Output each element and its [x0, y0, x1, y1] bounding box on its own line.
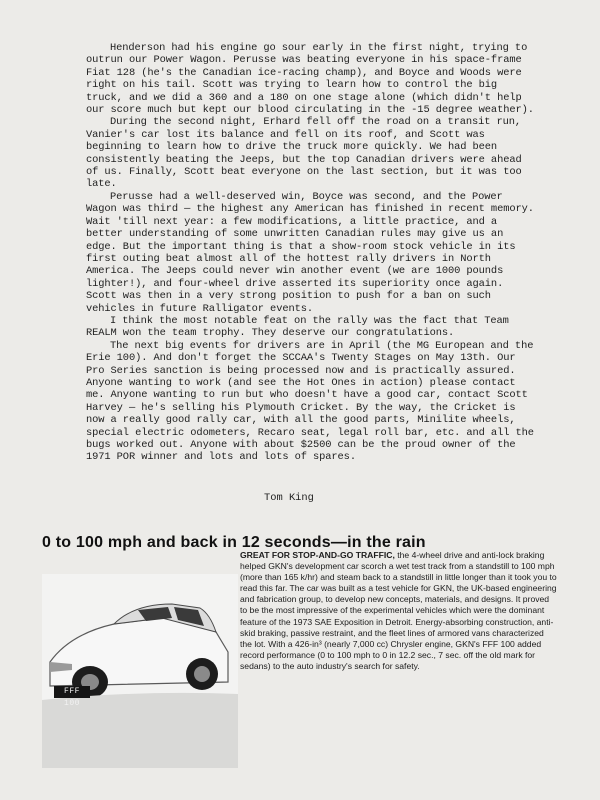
article-paragraph-2: During the second night, Erhard fell off the road on a transit run, Vanier's car lost its balance and fell on its roof, and Scott was beginning to learn how to drive the truck more quickly. We had been consistently beating the Jeeps, but the top Canadian drivers were ahead of us. Finally, Scott beat everyone on the last section, but it was too late.	[86, 116, 522, 191]
article-paragraph-3: Perusse had a well-deserved win, Boyce was second, and the Power Wagon was third — the highest any American has finished in recent memory. Wait 'till next year: a few modifications, a little practice, and a better understanding of some unwritten Canadian rules may give us an edge. But the important thing is that a show-room stock vehicle in its first outing beat almost all of the hottest rally drivers in North America. The Jeeps could never win another event (we are 1000 pounds lighter!), and four-wheel drive asserted its superiority once again. Scott was then in a very strong position to push for a ban on such vehicles in future Ralligator events.	[86, 190, 534, 315]
article-paragraph-1: Henderson had his engine go sour early in the first night, trying to outrun our Power Wagon. Perusse was beating everyone in his space-frame Fiat 128 (he's the Canadian ice-racing champ), and Boyce and Woods were right on his tail. Scott was trying to learn how to control the big truck, and we did a 360 and a 180 on one stage alone (which didn't help our score much but kept our blood circulating in the -15 degree weather).	[86, 42, 534, 117]
article-paragraph-4: I think the most notable feat on the rally was the fact that Team REALM won the team trophy. They deserve our congratulations.	[86, 314, 509, 340]
clipping-lead: GREAT FOR STOP-AND-GO TRAFFIC,	[240, 550, 395, 560]
car-illustration	[42, 574, 238, 768]
article-paragraph-5: The next big events for drivers are in April (the MG European and the Erie 100). And don't forget the SCCAA's Twenty Stages on May 13th. Our Pro Series sanction is being processed now and is practically assured. Anyone wanting to work (and see the Hot Ones in action) please contact me. Anyone wanting to run but who doesn't have a good car, contact Scott Harvey — he's selling his Plymouth Cricket. By the way, the Cricket is now a really good rally car, with all the good parts, Minilite wheels, special electric odometers, Recaro seat, legal roll bar, etc. and all the bugs worked out. Anyone with about $2500 can be the proud owner of the 1971 POR winner and lots and lots of spares.	[86, 339, 534, 464]
clipping-text: the 4-wheel drive and anti-lock braking helped GKN's development car scorch a wet test track from a standstill to 100 mph (more than 165 k/hr) and steam back to a standstill in little longer than it took you to read this far. The car was built as a test vehicle for GKN, the UK-based engineering and fabrication group, to develop new concepts, materials, and designs. It proved to be the most impressive of the experimental vehicles which were the dominant feature of the 1973 SAE Exposition in Detroit. Energy-absorbing construction, anti-skid braking, passive restraint, and the fleet lines of armored vans characterized the lot. With a 426-in³ (nearly 7,000 cc) Chrysler engine, GKN's FFF 100 added record performance (0 to 100 mph to 0 in 12.2 sec., 7 sec. off the old mark for sedans) to the auto industry's search for safety.	[240, 550, 557, 671]
clipping-body	[240, 550, 558, 672]
clipping-headline: 0 to 100 mph and back in 12 seconds—in the rain	[42, 534, 426, 551]
newspaper-clipping	[42, 534, 558, 768]
license-plate: FFF 100	[54, 686, 90, 698]
typewritten-article	[86, 42, 536, 464]
car-photo	[42, 574, 238, 768]
author-signature: Tom King	[264, 492, 314, 504]
